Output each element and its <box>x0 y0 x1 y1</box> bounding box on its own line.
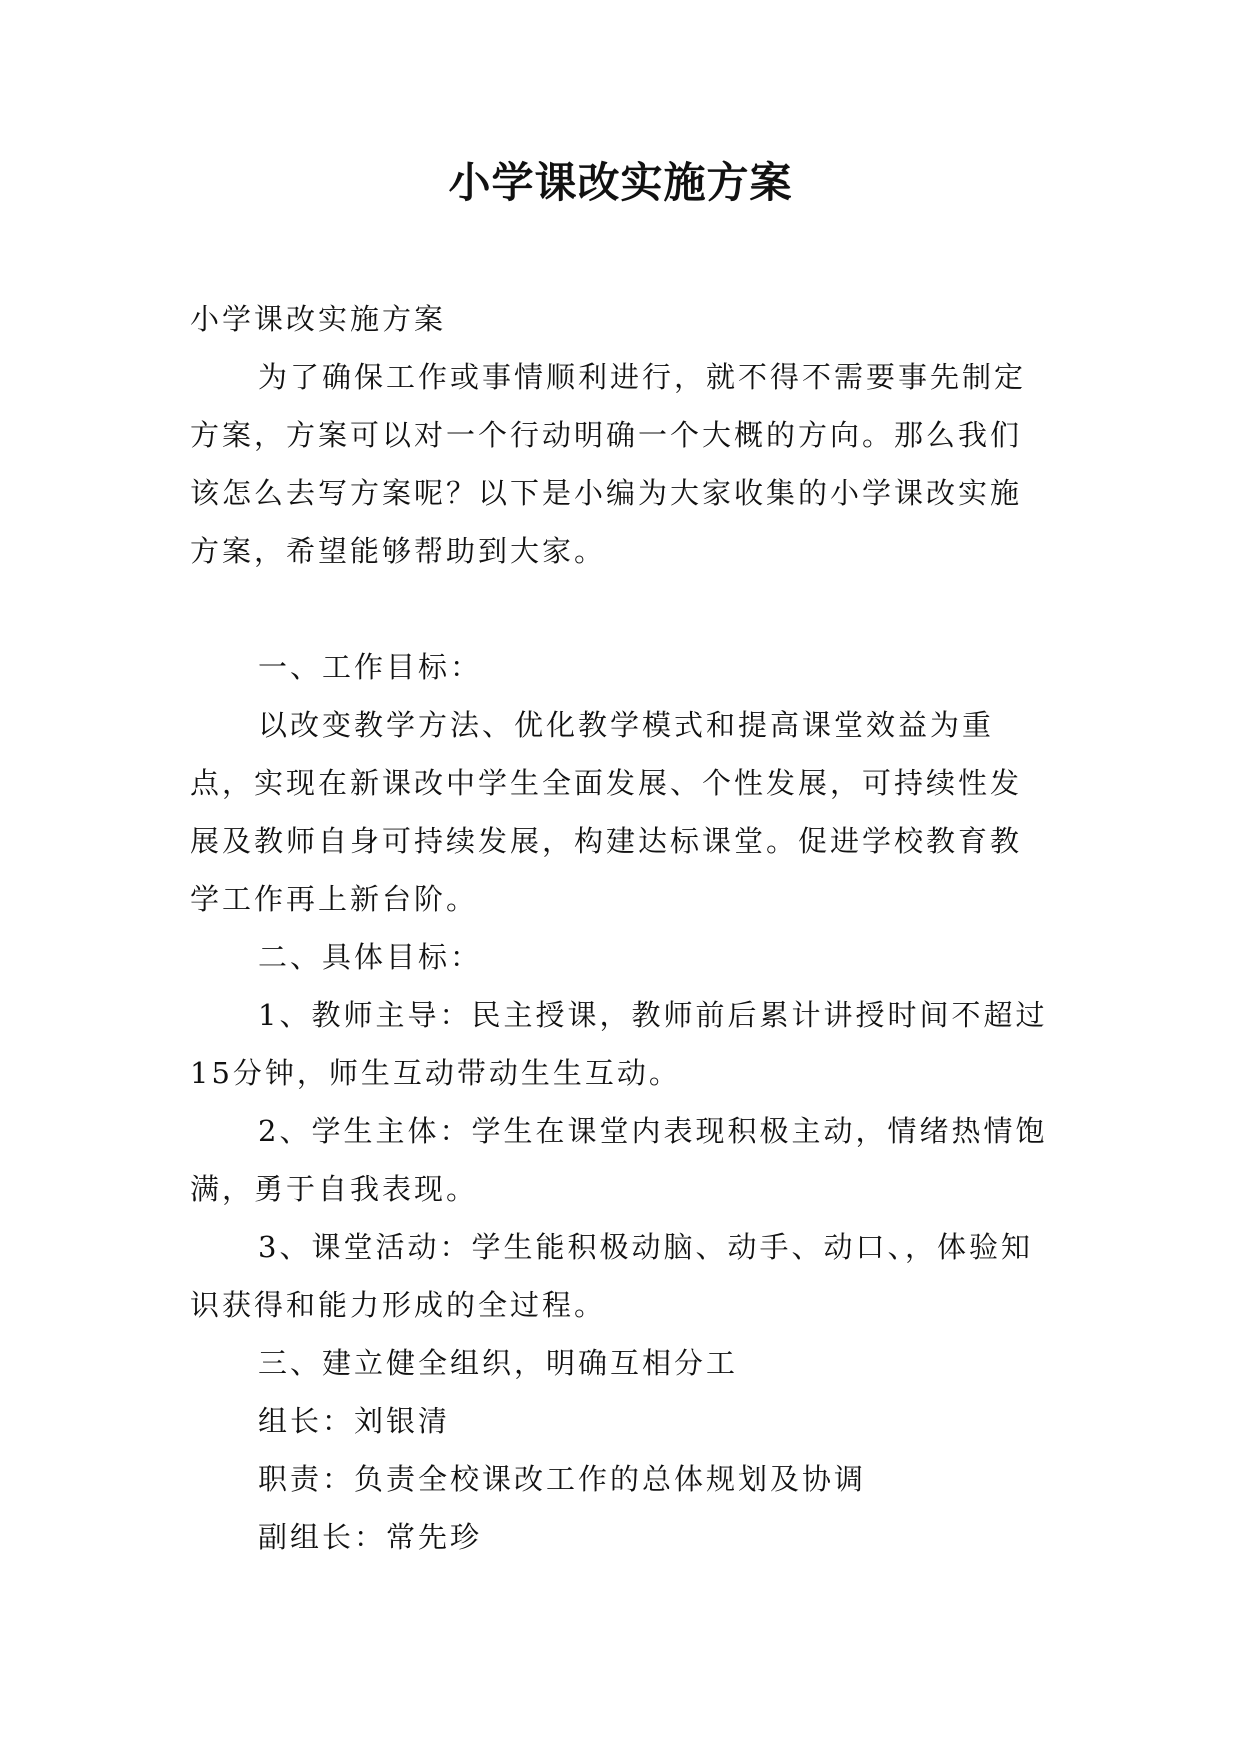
section-heading-work-goals: 一、工作目标： <box>258 650 483 684</box>
paragraph-intro: 为了确保工作或事情顺利进行，就不得不需要事先制定方案，方案可以对一个行动明确一个大概的方向。那么我们该怎么去写方案呢？以下是小编为大家收集的小学课改实施方案，希望能够帮助到大家。 <box>190 360 1027 568</box>
paragraph-spacer <box>190 580 1050 638</box>
section-heading-organization: 三、建立健全组织，明确互相分工 <box>258 1346 739 1380</box>
paragraph-deputy-leader: 副组长：常先珍 <box>258 1520 483 1554</box>
section-heading-specific-goals: 二、具体目标： <box>258 940 483 974</box>
document-title: 小学课改实施方案 <box>448 158 793 207</box>
list-item-class-activity: 3、课堂活动：学生能积极动脑、动手、动口、，体验知识获得和能力形成的全过程。 <box>190 1230 1033 1322</box>
paragraph-team-leader: 组长：刘银清 <box>258 1404 451 1438</box>
list-item-teacher-lead: 1、教师主导：民主授课，教师前后累计讲授时间不超过15分钟，师生互动带动生生互动。 <box>190 998 1048 1090</box>
paragraph-duties: 职责：负责全校课改工作的总体规划及协调 <box>258 1462 867 1496</box>
paragraph-heading: 小学课改实施方案 <box>190 302 447 336</box>
document-body <box>190 290 1050 1566</box>
list-item-student-subject: 2、学生主体：学生在课堂内表现积极主动，情绪热情饱满，勇于自我表现。 <box>190 1114 1048 1206</box>
paragraph-work-goals: 以改变教学方法、优化教学模式和提高课堂效益为重点，实现在新课改中学生全面发展、个性发展，可持续性发展及教师自身可持续发展，构建达标课堂。促进学校教育教学工作再上新台阶。 <box>190 708 1023 916</box>
